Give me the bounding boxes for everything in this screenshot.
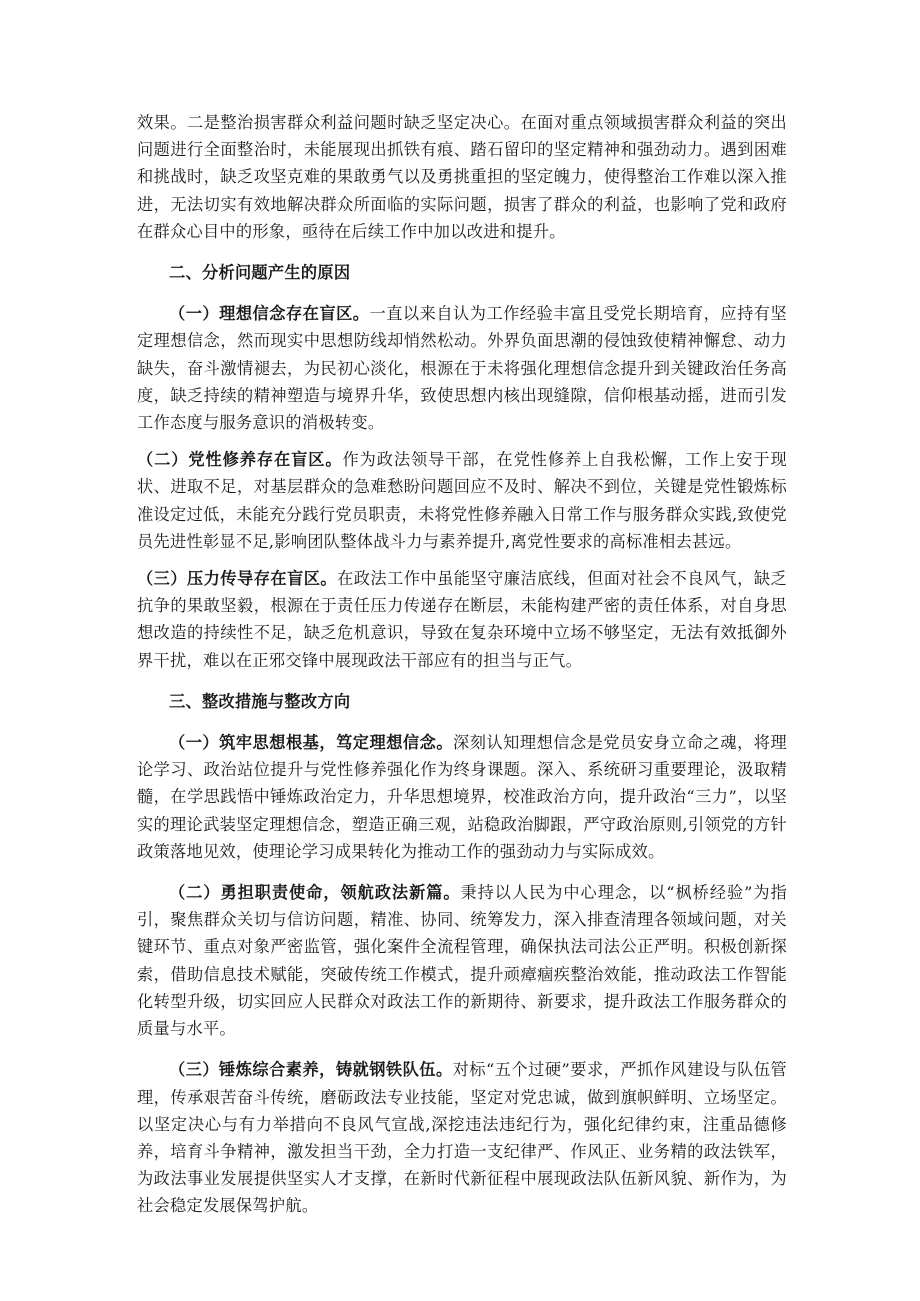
cause-item-2 [137,446,787,555]
cause-item-2-lead: （二）党性修养存在盲区。 [137,450,343,470]
measure-item-1 [137,729,787,865]
cause-item-3-text: 在政法工作中虽能坚守廉洁底线，但面对社会不良风气，缺乏抗争的果敢坚毅，根源在于责任压力传递存在断层，未能构建严密的责任体系，对自身思想改造的持续性不足，缺乏危机意识，导致在复杂环境中立场不够坚定，无法有效抵御外界干扰，难以在正邪交锋中展现政法干部应有的担当与正气。 [137,569,787,670]
measure-item-1-lead: （一）筑牢思想根基，笃定理想信念。 [169,733,454,753]
measure-item-1-text: 深刻认知理想信念是党员安身立命之魂，将理论学习、政治站位提升与党性修养强化作为终身课题。深入、系统研习重要理论，汲取精髓，在学思践悟中锤炼政治定力，升华思想境界，校准政治方向，提升政治“三力”，以坚实的理论武装坚定理想信念，塑造正确三观，站稳政治脚跟，严守政治原则,引领党的方针政策落地见效，使理论学习成果转化为推动工作的强劲动力与实际成效。 [137,733,787,861]
measure-item-2-lead: （二）勇担职责使命，领航政法新篇。 [169,883,461,903]
cause-item-3-lead: （三）压力传导存在盲区。 [137,569,338,589]
intro-paragraph: 效果。二是整治损害群众利益问题时缺乏坚定决心。在面对重点领域损害群众利益的突出问题进行全面整治时，未能展现出抓铁有痕、踏石留印的坚定精神和强劲动力。遇到困难和挑战时，缺乏攻坚克难的果敢勇气以及勇挑重担的坚定魄力，使得整治工作难以深入推进，无法切实有效地解决群众所面临的实际问题，损害了群众的利益，也影响了党和政府在群众心目中的形象，亟待在后续工作中加以改进和提升。 [137,113,787,241]
section-heading-causes: 二、分析问题产生的原因 [169,263,351,283]
cause-item-1 [137,300,787,436]
cause-item-3 [137,565,787,674]
measure-item-2 [137,879,787,1042]
measure-item-3-text: 对标“五个过硬”要求，严抓作风建设与队伍管理，传承艰苦奋斗传统，磨砺政法专业技能，坚定对党忠诚，做到旗帜鲜明、立场坚定。以坚定决心与有力举措向不良风气宣战,深挖违法违纪行为，强化纪律约束，注重品德修养，培育斗争精神，激发担当干劲，全力打造一支纪律严、作风正、业务精的政法铁军，为政法事业发展提供坚实人才支撑，在新时代新征程中展现政法队伍新风貌、新作为，为社会稳定发展保驾护航。 [137,1060,787,1216]
measure-item-3-lead: （三）锤炼综合素养，铸就钢铁队伍。 [169,1060,453,1080]
cause-item-1-text: 一直以来自认为工作经验丰富且受党长期培育，应持有坚定理想信念，然而现实中思想防线却悄然松动。外界负面思潮的侵蚀致使精神懈怠、动力缺失，奋斗激情褪去，为民初心淡化，根源在于未将强化理想信念提升到关键政治任务高度，缺乏持续的精神塑造与境界升华，致使思想内核出现缝隙，信仰根基动摇，进而引发工作态度与服务意识的消极转变。 [137,304,787,433]
measure-item-3 [137,1056,787,1219]
document-page [137,109,787,1234]
cause-item-1-lead: （一）理想信念存在盲区。 [169,304,370,324]
measure-item-2-text: 秉持以人民为中心理念，以“枫桥经验”为指引，聚焦群众关切与信访问题，精准、协同、统筹发力，深入排查清理各领域问题，对关键环节、重点对象严密监管，强化案件全流程管理，确保执法司法公正严明。积极创新探索，借助信息技术赋能，突破传统工作模式，提升顽瘴痼疾整治效能，推动政法工作智能化转型升级，切实回应人民群众对政法工作的新期待、新要求，提升政法工作服务群众的质量与水平。 [137,883,787,1039]
section-heading-measures: 三、整改措施与整改方向 [169,691,351,711]
cause-item-2-text: 作为政法领导干部，在党性修养上自我松懈，工作上安于现状、进取不足，对基层群众的急难愁盼问题回应不及时、解决不到位，关键是党性锻炼标准设定过低，未能充分践行党员职责，未将党性修养融入日常工作与服务群众实践,致使党员先进性彰显不足,影响团队整体战斗力与素养提升,离党性要求的高标准相去甚远。 [137,450,787,551]
